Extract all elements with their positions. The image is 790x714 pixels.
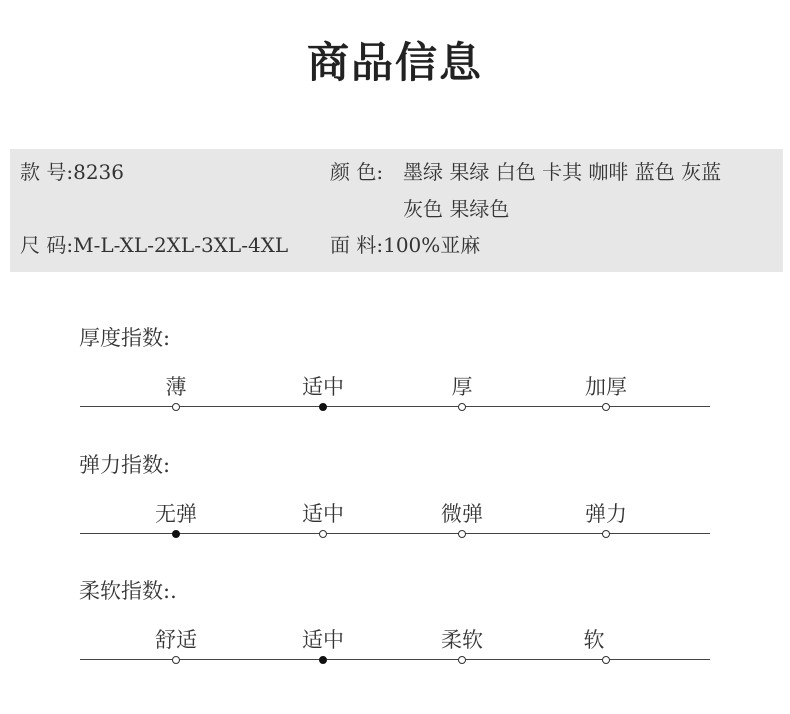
size-row — [20, 233, 288, 257]
scale-dot — [602, 530, 610, 538]
fabric-row — [330, 233, 480, 257]
page-title: 商品信息 — [306, 38, 483, 87]
colors-line-1: 墨绿 果绿 白色 卡其 咖啡 蓝色 灰蓝 — [403, 160, 722, 184]
size-label: 尺 码: — [20, 233, 74, 257]
scale-option-label: 适中 — [302, 375, 344, 399]
scale-option-label: 适中 — [302, 628, 344, 652]
thickness-scale-label: 厚度指数: — [79, 326, 171, 350]
scale-option-label: 无弹 — [155, 502, 197, 526]
style-no-value: 8236 — [73, 160, 125, 184]
scale-dot — [602, 403, 610, 411]
softness-scale-label: 柔软指数:. — [79, 579, 177, 603]
scale-option-label: 柔软 — [441, 628, 483, 652]
scale-option-label: 厚 — [451, 375, 473, 399]
fabric-value: 100%亚麻 — [383, 233, 481, 257]
scale-option-label: 弹力 — [585, 502, 627, 526]
scale-dot — [172, 530, 180, 538]
scale-option-label: 舒适 — [155, 628, 197, 652]
scale-dot — [458, 403, 466, 411]
color-label: 颜 色: — [330, 160, 384, 184]
scale-dot — [319, 656, 327, 664]
scale-option-label: 软 — [583, 628, 605, 652]
scale-option-label: 加厚 — [585, 375, 627, 399]
scale-option-label: 适中 — [302, 502, 344, 526]
colors-line-2: 灰色 果绿色 — [403, 197, 510, 221]
fabric-label: 面 料: — [330, 233, 384, 257]
product-info-box — [10, 149, 783, 272]
scale-dot — [319, 403, 327, 411]
scale-dot — [602, 656, 610, 664]
scale-option-label: 薄 — [165, 375, 187, 399]
scale-dot — [172, 403, 180, 411]
scale-dot — [319, 530, 327, 538]
elasticity-scale-label: 弹力指数: — [79, 453, 171, 477]
scale-dot — [172, 656, 180, 664]
scale-dot — [458, 656, 466, 664]
size-value: M-L-XL-2XL-3XL-4XL — [73, 233, 289, 257]
scale-option-label: 微弹 — [441, 502, 483, 526]
style-no-label: 款 号: — [20, 160, 74, 184]
scale-dot — [458, 530, 466, 538]
style-no-row — [20, 160, 124, 184]
